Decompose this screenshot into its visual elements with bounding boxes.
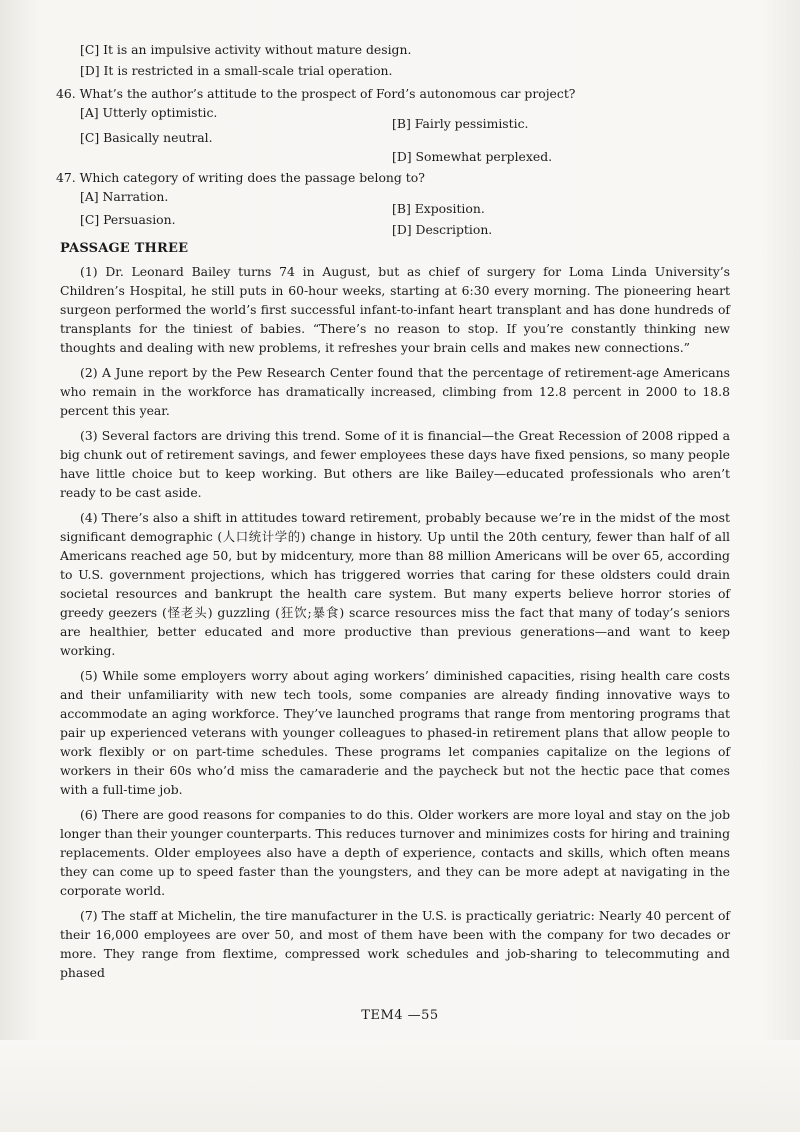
q47-option-b: [B] Exposition. — [392, 201, 485, 216]
page-content — [56, 40, 730, 988]
passage-title: PASSAGE THREE — [60, 241, 189, 256]
q47-row-1 — [60, 187, 730, 216]
q47-option-d: [D] Description. — [392, 222, 493, 237]
q46-option-d: [D] Somewhat perplexed. — [392, 149, 553, 164]
q47-option-c: [C] Persuasion. — [80, 212, 176, 227]
q46-option-b: [B] Fairly pessimistic. — [392, 116, 529, 131]
paragraph-3: (3) Several factors are driving this trend. Some of it is financial—the Great Recession of 2008 ripped a big chunk out of retirement savings, and fewer employees these days have fixed pensions, so many people have little choice but to keep working. But others are like Bailey—educated professionals who aren’t ready to be cast aside. — [60, 428, 730, 500]
question-47: 47. Which category of writing does the passage belong to? — [56, 170, 425, 185]
q46-option-a: [A] Utterly optimistic. — [80, 105, 218, 120]
option-label: [C] It is an impulsive activity without mature design. — [80, 42, 412, 57]
paragraph-2: (2) A June report by the Pew Research Center found that the percentage of retirement-age Americans who remain in the workforce has dramatically increased, climbing from 12.8 percent in 2000 to 18.8 percent this year. — [60, 365, 730, 418]
q46-option-c: [C] Basically neutral. — [80, 130, 213, 145]
q46-row-3 — [60, 145, 730, 166]
question-46: 46. What’s the author’s attitude to the prospect of Ford’s autonomous car project? — [56, 86, 576, 101]
option-label: [D] It is restricted in a small-scale trial operation. — [80, 63, 393, 78]
paragraph-5: (5) While some employers worry about aging workers’ diminished capacities, rising health care costs and their unfamiliarity with new tech tools, some companies are already finding innovative ways to accommodate an aging workforce. They’ve launched programs that range from mentoring programs that pair up experienced veterans with younger colleagues to phased-in retirement plans that allow people to work flexibly or on part-time schedules. These programs let companies capitalize on the legions of workers in their 60s who’d miss the camaraderie and the paycheck but not the hectic pace that comes with a full-time job. — [60, 668, 730, 797]
paragraph-7: (7) The staff at Michelin, the tire manufacturer in the U.S. is practically geriatric: Nearly 40 percent of their 16,000 employees are over 50, and most of them have been with the company for two decades or more. They range from flextime, compressed work schedules and job-sharing to telecommuting and phased — [60, 908, 730, 980]
q47-row-2 — [60, 208, 730, 237]
page-footer: TEM4 —55 — [361, 1008, 439, 1023]
paragraph-4: (4) There’s also a shift in attitudes toward retirement, probably because we’re in the midst of the most significant demographic (人口统计学的) change in history. Up until the 20th century, fewer than half of all Americans reached age 50, but by midcentury, more than 88 million Americans will be over 65, according to U.S. government projections, which has triggered worries that caring for these oldsters could drain societal resources and bankrupt the health care system. But many experts believe horror stories of greedy geezers (怪老头) guzzling (狂饮;暴食) scarce resources miss the fact that many of today’s seniors are healthier, better educated and more productive than previous generations—and want to keep working. — [60, 510, 730, 658]
page-bottom-margin — [0, 1040, 800, 1132]
prev-option-c — [60, 40, 730, 61]
q46-row-2 — [60, 116, 730, 145]
paragraph-6: (6) There are good reasons for companies to do this. Older workers are more loyal and stay on the job longer than their younger counterparts. This reduces turnover and minimizes costs for hiring and training replacements. Older employees also have a depth of experience, contacts and skills, which often means they can come up to speed faster than the youngsters, and they can be more adept at navigating in the corporate world. — [60, 807, 730, 898]
paragraph-1: (1) Dr. Leonard Bailey turns 74 in August, but as chief of surgery for Loma Linda University’s Children’s Hospital, he still puts in 60-hour weeks, starting at 6:30 every morning. The pioneering heart surgeon performed the world’s first successful infant-to-infant heart transplant and has done hundreds of transplants for the tiniest of babies. “There’s no reason to stop. If you’re constantly thinking new thoughts and dealing with new problems, it refreshes your brain cells and makes new connections.” — [60, 264, 730, 355]
prev-option-d — [60, 61, 730, 82]
q47-option-a: [A] Narration. — [80, 189, 169, 204]
